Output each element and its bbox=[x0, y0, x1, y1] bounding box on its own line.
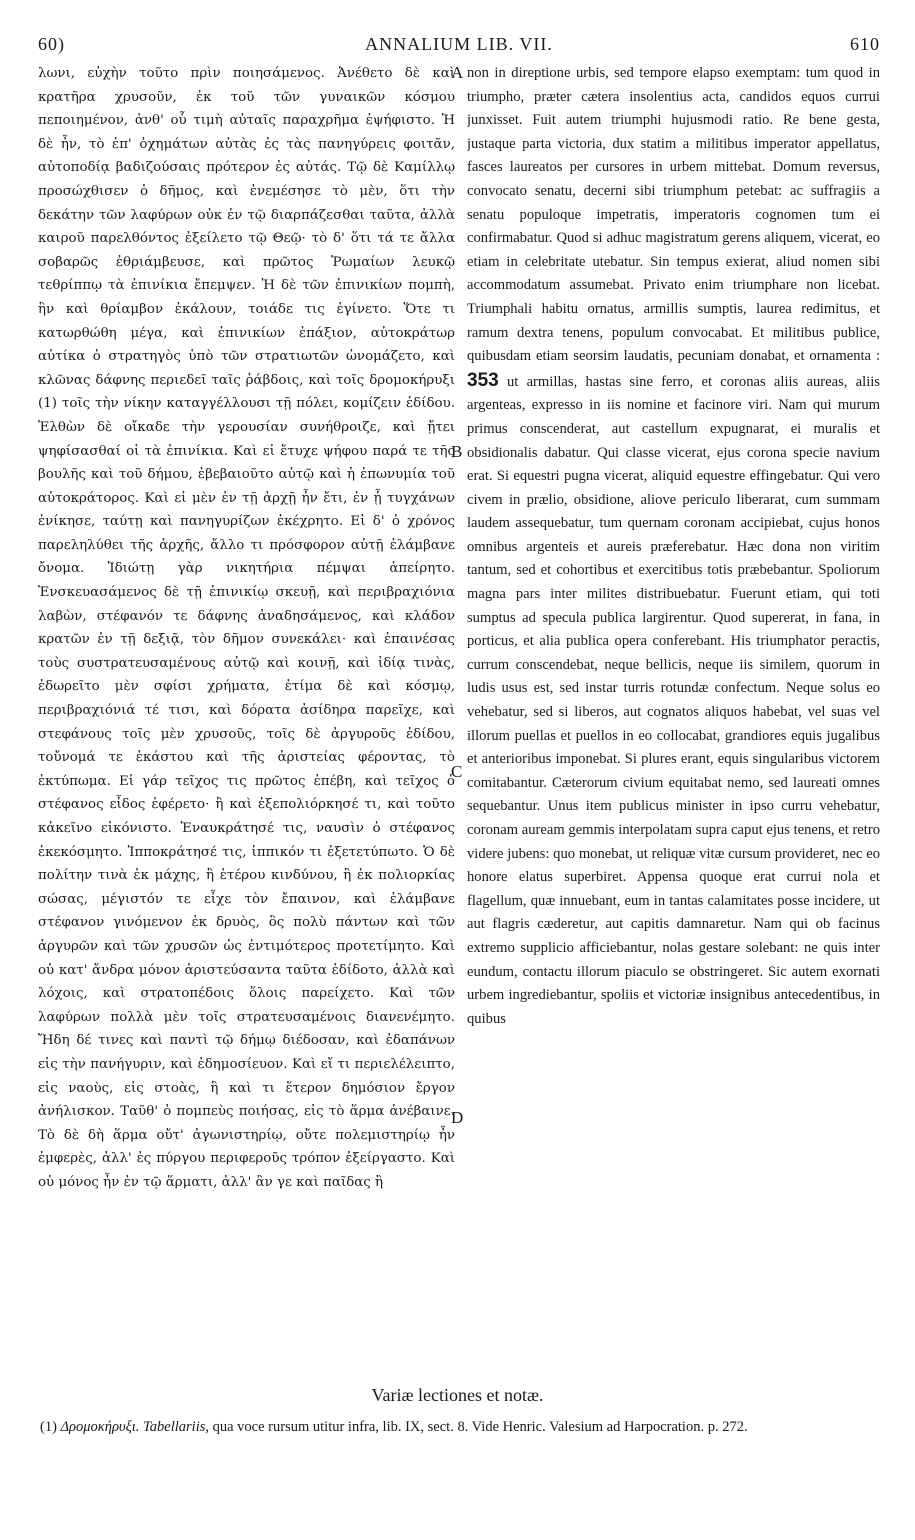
greek-column bbox=[38, 62, 455, 1370]
latin-text-after: ut armillas, hastas sine ferro, et coronas aliis aureas, aliis argenteas, expresso in iis nomine et facinore viri. Nam qui murum primus conscenderat, aut castellum expugnarat, ei muralis et obsidionalis dabatur. Qui classe vicerat, ejus corona specie navium erat. Si equestri pugna vicerat, aliquid equestre effingebatur. Qui vero civem in prælio, obsidione, aliove periculo liberarat, cum summam laudem assequebatur, tum quernam coronam accipiebat, cujus honos omnibus argenteis et aureis præferebatur. Hæc dona non viritim tantum, sed et cohortibus et exercitibus totis præbebantur. Spoliorum magna pars inter milites distribuebatur. Fuerunt etiam, qui toti sumptus ad specula publica largirentur. Quod supererat, in fana, in porticus, et alia publica opera conferebant. His triumphator peractis, currum conscendebat, neque bellicis, neque iis similem, quorum in ludis usus est, sed instar turris rotundæ confectum. Neque solus eo vehebatur, sed si liberos, aut cognatos aliquos habebat, vel suas vel illorum puellas et puellos in eo collocabat, grandiores equis jugalibus et anterioribus imponebat. Si plures erant, equis singularibus victorem comitabantur. Cæterorum civium equitabat nemo, sed laureati omnes sequebantur. Unus item publicus minister in ipso curru vehebatur, coronam auream gemmis interpolatam supra caput ejus tenens, et retro videre jubens: quo monebat, ut reliquæ vitæ cursum provideret, nec eo honore elatus superbiret. Appensa quoque erat currui nola et flagellum, quæ innuebant, eum in tantas calamitates posse incidere, ut aut flagris cæderetur, aut capitis damnaretur. Nam qui ob facinus extremo supplicio afficiebantur, nolas gestare solebant: ne quis inter eundum, contactu illorum piaculo se obstringeret. Sic autem exornati urbem ingrediebantur, spoliis et victoriæ insignibus antecedentibus, in quibus bbox=[467, 373, 880, 1027]
running-title: ANNALIUM LIB. VII. bbox=[365, 34, 553, 54]
latin-column bbox=[467, 62, 880, 1370]
margin-mark-d: D bbox=[451, 1108, 464, 1127]
margin-mark-b: B bbox=[451, 442, 463, 461]
footnote-text: qua voce rursum utitur infra, lib. IX, sect. 8. Vide Henric. Valesium ad Harpocration. p. 272. bbox=[212, 1419, 748, 1435]
footnote-lemma: Δρομοκήρυξι. Tabellariis, bbox=[60, 1419, 209, 1435]
margin-mark-a: A bbox=[451, 63, 464, 82]
margin-mark-c: C bbox=[451, 762, 463, 781]
latin-text-before: non in direptione urbis, sed tempore elapso exemptam: tum quod in triumpho, præter cætera insolentius acta, candidos equos currui junxisset. Fuit autem triumphi hujusmodi ratio. Re bene gesta, justaque parta victoria, dux statim a militibus imperator appellatus, fasces laureatos per cursores in urbem mittebat. Domum reversus, convocato senatu, decerni sibi triumphum petebat: ac suffragiis a senatu populoque impetratis, imperatoris cognomen tum ei confirmabatur. Quod si adhuc magistratum gerens aliquem, vicerat, eo etiam in celebritate utebatur. Sin tempus exierat, aliud nomen sibi accommodatum assumebat. Privato enim triumphare non licebat. Triumphali habitu ornatus, armillis sumptis, laurea redimitus, et ramum dextra tenens, populum convocabat. Et militibus publice, quibusdam etiam seorsim laudatis, pecuniam donabat, et ornamenta : bbox=[467, 65, 880, 365]
notes-heading: Variæ lectiones et notæ. bbox=[371, 1385, 544, 1405]
running-head bbox=[38, 34, 880, 58]
footnote bbox=[40, 1418, 882, 1437]
greek-text: λωνι, εὐχὴν τοῦτο πρὶν ποιησάμενος. Ἀνέθετο δὲ καὶ κρατῆρα χρυσοῦν, ἐκ τοῦ τῶν γυναικῶν κόσμου πεποιημένον, ἀνθ' οὗ τιμὴ αὐταῖς παραχρῆμα ἐψήφιστο. Ἡ δὲ ἦν, τὸ ἐπ' ὀχημάτων αὐτὰς ἐς τὰς πανηγύρεις φοιτᾶν, αὐτοποδίᾳ βαδιζούσαις πρότερον ἐς αὐτάς. Τῷ δὲ Καμίλλῳ προσώχθισεν ὁ δῆμος, καὶ ἐνεμέσησε τὸ μὲν, ὅτι τὴν δεκάτην τῶν λαφύρων οὐκ ἐν τῷ διαρπάζεσθαι ταῦτα, ἀλλὰ καιροῦ παρελθόντος ἐξείλετο τῷ Θεῷ· τὸ δ' ὅτι τά τε ἄλλα σοβαρῶς ἐθριάμβευσε, καὶ πρῶτος Ῥωμαίων λευκῷ τεθρίππῳ τὰ ἐπινίκια ἔπεμψεν. Ἡ δὲ τῶν ἐπινικίων πομπὴ, ἣν καὶ θρίαμβον ἐκάλουν, τοιάδε τις ἐγίνετο. Ὅτε τι κατωρθώθη μέγα, καὶ ἐπινικίων ἐπάξιον, αὐτοκράτωρ αὐτίκα ὁ στρατηγὸς ὑπὸ τῶν στρατιωτῶν ὠνομάζετο, καὶ κλῶνας δάφνης περιεδεῖ ταῖς ῥάβδοις, καὶ τοῖς δρομοκήρυξι (1) τοῖς τὴν νίκην καταγγέλλουσι τῇ πόλει, κομίζειν ἐδίδου. Ἐλθὼν δὲ οἴκαδε τὴν γερουσίαν συνήθροιζε, καὶ ᾔτει ψηφίσασθαί οἱ τὰ ἐπινίκια. Καὶ εἰ ἔτυχε ψήφου παρά τε τῆς βουλῆς καὶ τοῦ δήμου, ἐβεβαιοῦτο αὐτῷ καὶ ἡ ἐπωνυμία τοῦ αὐτοκράτορος. Καὶ εἰ μὲν ἐν τῇ ἀρχῇ ἦν ἔτι, ἐν ᾗ τυγχάνων ἐνίκησε, ταύτῃ καὶ πανηγυρίζων ἐκέχρητο. Εἰ δ' ὁ χρόνος παρεληλύθει τῆς ἀρχῆς, ἄλλο τι πρόσφορον αὐτῇ ἐλάμβανε ὄνομα. Ἰδιώτῃ γὰρ νικητήρια πέμψαι ἀπείρητο. Ἐνσκευασάμενος δὲ τῇ ἐπινικίῳ σκευῇ, καὶ περιβραχιόνια λαβὼν, στέφανόν τε δάφνης ἀναδησάμενος, καὶ κλάδον κρατῶν ἐν τῇ δεξιᾷ, τὸν δῆμον συνεκάλει· καὶ ἐπαινέσας τοὺς συστρατευσαμένους αὐτῷ καὶ κοινῇ, καὶ ἰδίᾳ τινὰς, ἐδωρεῖτο μὲν σφίσι χρήματα, ἐτίμα δὲ καὶ κόσμῳ, περιβραχιόνιά τέ τισι, καὶ δόρατα ἀσίδηρα παρεῖχε, καὶ στεφάνους τοῖς μὲν χρυσοῦς, τοῖς δὲ ἀργυροῦς ἐδίδου, τοὔνομά τε ἑκάστου καὶ τῆς ἀριστείας φέροντας, τὸ ἐκτύπωμα. Εἰ γάρ τεῖχος τις πρῶτος ἐπέβη, καὶ τεῖχος ὁ στέφανος εἶδος ἐφέρετο· ἢ καὶ ἐξεπολιόρκησέ τι, καὶ τοῦτο κἀκεῖνο εἰκόνιστο. Ἐναυκράτησέ τις, ναυσὶν ὁ στέφανος ἐκεκόσμητο. Ἱπποκράτησέ τις, ἱππικόν τι ἐξετετύπωτο. Ὁ δὲ πολίτην τινὰ ἐκ μάχης, ἢ ἑτέρου κινδύνου, ἢ ἐκ πολιορκίας σώσας, μέγιστόν τε εἶχε τὸν ἔπαινον, καὶ ἐλάμβανε στέφανον γινόμενον ἐκ δρυὸς, ὃς πολὺ πάντων καὶ τῶν ἀργυρῶν καὶ τῶν χρυσῶν ὡς ἐντιμότερος προτετίμητο. Καὶ οὐ κατ' ἄνδρα μόνον ἀριστεύσαντα ταῦτα ἐδίδοτο, ἀλλὰ καὶ λόχοις, καὶ στρατοπέδοις ὅλοις παρείχετο. Καὶ τῶν λαφύρων πολλὰ μὲν τοῖς στρατευσαμένοις διανενέμητο. Ἤδη δέ τινες καὶ παντὶ τῷ δήμῳ διέδοσαν, καὶ ἐδαπάνων εἰς τὴν πανήγυριν, καὶ ἐδημοσίευον. Καὶ εἴ τι περιελέλειπτο, εἰς ναοὺς, εἰς στοὰς, ἢ καὶ τι ἕτερον δημόσιον ἔργον ἀνήλισκον. Ταῦθ' ὁ πομπεὺς ποιήσας, εἰς τὸ ἅρμα ἀνέβαινε. Τὸ δὲ δὴ ἅρμα οὔτ' ἀγωνιστηρίῳ, οὔτε πολεμιστηρίῳ ἦν ἐμφερὲς, ἀλλ' ἐς πύργου περιφεροῦς τρόπον ἐξείργαστο. Καὶ οὐ μόνος ἦν ἐν τῷ ἅρματι, ἀλλ' ἂν γε καὶ παῖδας ἢ bbox=[38, 66, 455, 1190]
latin-text bbox=[467, 62, 880, 1031]
section-number: 353 bbox=[467, 369, 499, 391]
page-number-right: 610 bbox=[850, 34, 880, 54]
footnote-marker: (1) bbox=[40, 1419, 57, 1435]
page-number-left: 60) bbox=[38, 34, 65, 54]
